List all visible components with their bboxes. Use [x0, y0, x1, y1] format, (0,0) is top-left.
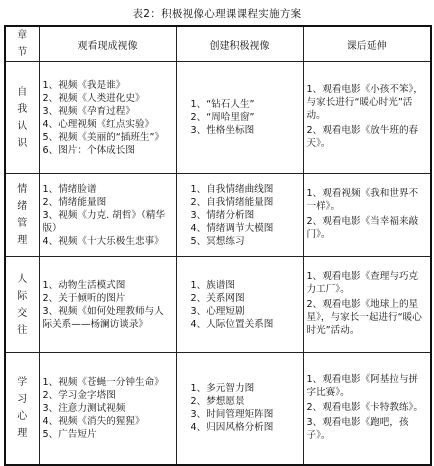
extend-item: 1、观看电影《小孩不笨》，与家长进行“暖心时光”活动。	[306, 84, 423, 121]
create-item: 3、情绪分析图	[190, 209, 255, 221]
watch-item: 2、关于倾听的图片	[42, 292, 126, 304]
extend-item: 2、观看电影《卡特教练》。	[306, 401, 423, 413]
extend-cell	[303, 174, 431, 257]
header-create: 创建积极视像	[176, 26, 303, 62]
section-char: 心	[17, 411, 28, 423]
extend-item: 3、观看电影《跑吧，孩子》。	[306, 416, 409, 441]
create-item: 3、时间管理矩阵图	[190, 409, 274, 421]
watch-item: 3、视频《孕育过程》	[42, 105, 135, 117]
extend-item: 1、观看电影《阿基拉与拼字比赛》。	[306, 373, 419, 398]
create-item: 2、“周哈里窗”	[190, 112, 255, 123]
extend-cell	[303, 353, 431, 465]
create-item: 5、冥想练习	[190, 235, 245, 247]
section-char: 我	[17, 103, 28, 115]
section-char: 管	[17, 218, 28, 229]
table-row	[5, 353, 431, 465]
section-char: 习	[17, 394, 28, 406]
section-char: 绪	[17, 201, 28, 212]
header-section-char: 章	[17, 30, 28, 41]
watch-item: 2、学习金字塔图	[42, 389, 116, 401]
watch-item: 2、视频《人类进化史》	[42, 92, 145, 104]
watch-item: 3、视频《如何处理教师与人际关系——杨澜访谈录》	[42, 305, 164, 330]
create-cell	[176, 62, 303, 174]
create-item: 1、“钻石人生”	[190, 99, 255, 110]
watch-item: 6、图片：个体成长图	[42, 144, 135, 156]
header-section-char: 节	[17, 47, 28, 58]
extend-item: 2、观看电影《当幸福来敲门》。	[306, 216, 419, 240]
watch-item: 1、视频《我是谁》	[42, 79, 126, 91]
section-cell	[5, 62, 39, 174]
extend-item: 1、观看视频《我和世界不一样》。	[306, 188, 419, 212]
section-char: 学	[17, 377, 28, 389]
section-char: 情	[17, 184, 28, 195]
watch-item: 3、视频《力克. 胡哲》（精华版）	[42, 209, 166, 234]
section-char: 自	[17, 86, 28, 98]
section-cell	[5, 257, 39, 353]
section-char: 认	[17, 120, 28, 132]
watch-item: 1、视频《苍蝇一分钟生命》	[42, 376, 164, 388]
create-item: 4、情绪调节大模图	[190, 222, 274, 234]
create-item: 4、人际位置关系图	[190, 318, 274, 330]
section-char: 理	[17, 428, 28, 440]
section-char: 际	[17, 290, 28, 302]
section-char: 人	[17, 273, 28, 285]
extend-item: 2、观看电影《地球上的星星》，与家长一起进行“暖心时光”活动。	[306, 299, 422, 336]
create-cell	[176, 257, 303, 353]
watch-item: 4、视频《消失的猩猩》	[42, 415, 145, 427]
create-item: 2、关系网图	[190, 292, 245, 304]
table-row	[5, 257, 431, 353]
create-item: 4、归因风格分析图	[190, 422, 274, 434]
watch-item: 5、广告短片	[42, 428, 97, 440]
section-cell	[5, 174, 39, 257]
watch-item: 4、视频《十大乐极生悲事》	[42, 235, 164, 247]
section-char: 交	[17, 307, 28, 319]
table-row	[5, 62, 431, 174]
section-char: 识	[17, 137, 28, 149]
create-item: 1、多元智力图	[190, 383, 255, 395]
create-item: 1、族谱图	[190, 279, 235, 291]
create-item: 1、自我情绪曲线图	[190, 183, 274, 195]
watch-cell	[39, 62, 176, 174]
create-item: 3、心理短剧	[190, 305, 245, 317]
header-extend: 课后延伸	[303, 26, 431, 62]
extend-item: 2、观看电影《放牛班的春天》。	[306, 125, 419, 149]
header-section	[5, 26, 39, 62]
create-item: 3、性格坐标图	[190, 125, 255, 136]
extend-cell	[303, 62, 431, 174]
extend-item: 1、观看电影《查理与巧克力工厂》。	[306, 271, 419, 295]
watch-item: 4、心理视频《红点实验》	[42, 118, 155, 130]
create-cell	[176, 174, 303, 257]
create-item: 2、自我情绪能量图	[190, 196, 274, 208]
table-row	[5, 174, 431, 257]
watch-cell	[39, 174, 176, 257]
section-char: 往	[17, 324, 28, 336]
watch-item: 1、动物生活模式图	[42, 279, 126, 291]
watch-item: 5、视频《美丽的“插班生”》	[42, 131, 165, 143]
watch-cell	[39, 353, 176, 465]
watch-item: 2、情绪能量图	[42, 196, 107, 208]
curriculum-table	[4, 25, 432, 466]
section-char: 理	[17, 235, 28, 246]
watch-cell	[39, 257, 176, 353]
section-cell	[5, 353, 39, 465]
table-title: 表2：积极视像心理课课程实施方案	[132, 8, 302, 20]
create-cell	[176, 353, 303, 465]
header-watch: 观看现成视像	[39, 26, 176, 62]
watch-item: 3、注意力测试视频	[42, 402, 126, 414]
create-item: 2、梦想愿景	[190, 396, 245, 408]
extend-cell	[303, 257, 431, 353]
watch-item: 1、情绪脸谱	[42, 183, 97, 195]
header-row	[5, 26, 431, 62]
